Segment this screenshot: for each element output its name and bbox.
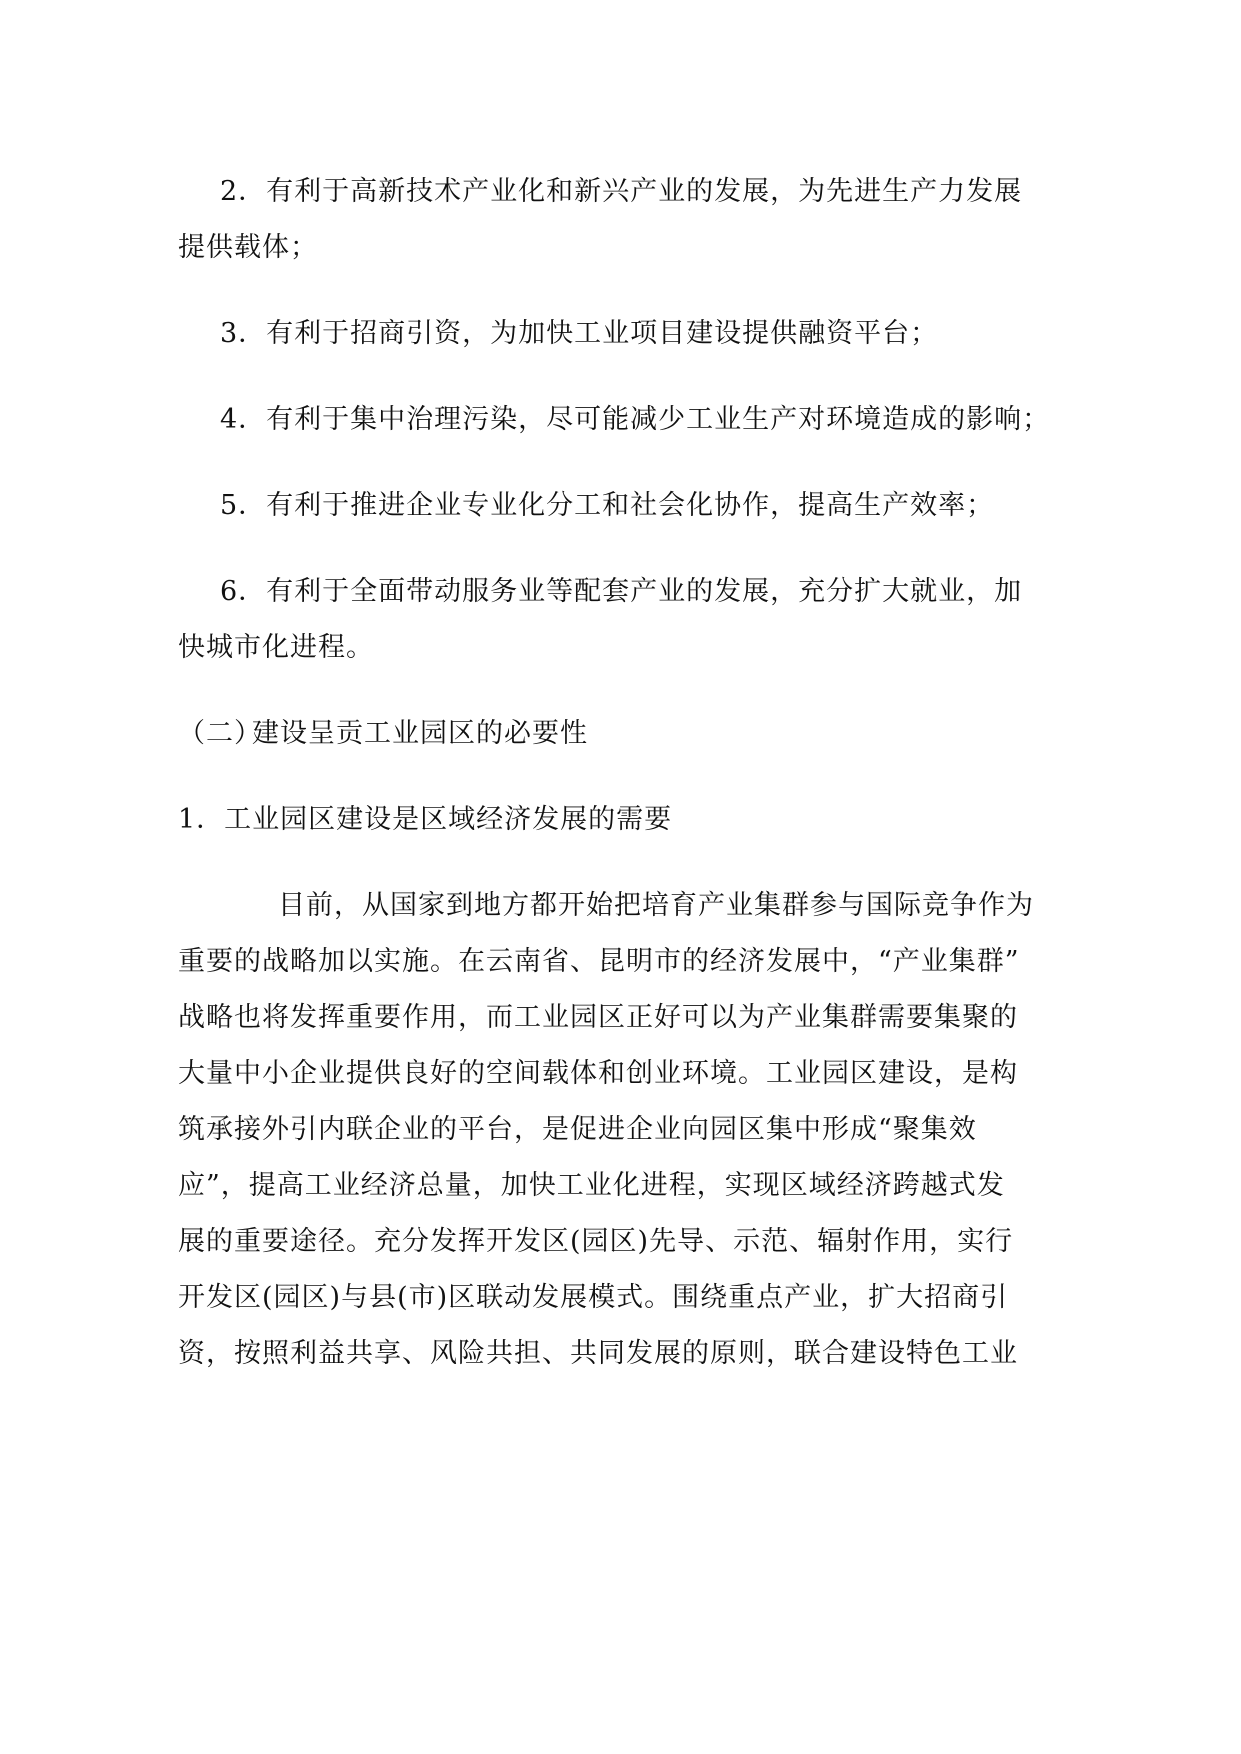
list-item-2-line-1: 2．有利于高新技术产业化和新兴产业的发展，为先进生产力发展	[220, 176, 1023, 207]
body-line-8: 开发区(园区)与县(市)区联动发展模式。围绕重点产业，扩大招商引	[178, 1282, 1009, 1313]
section-heading-title: 建设呈贡工业园区的必要性	[252, 718, 588, 749]
list-item-5: 5．有利于推进企业专业化分工和社会化协作，提高生产效率；	[220, 490, 995, 521]
section-heading-number: （二）	[178, 718, 262, 749]
body-line-2: 重要的战略加以实施。在云南省、昆明市的经济发展中，“产业集群”	[178, 946, 1020, 977]
body-line-3: 战略也将发挥重要作用，而工业园区正好可以为产业集群需要集聚的	[178, 1002, 1018, 1033]
list-item-2-line-2: 提供载体；	[178, 232, 318, 263]
body-line-7: 展的重要途径。充分发挥开发区(园区)先导、示范、辐射作用，实行	[178, 1226, 1014, 1257]
subsection-heading: 1．工业园区建设是区域经济发展的需要	[178, 804, 673, 835]
list-item-6-line-1: 6．有利于全面带动服务业等配套产业的发展，充分扩大就业，加	[220, 576, 1023, 607]
list-item-3: 3．有利于招商引资，为加快工业项目建设提供融资平台；	[220, 318, 939, 349]
body-line-4: 大量中小企业提供良好的空间载体和创业环境。工业园区建设，是构	[178, 1058, 1018, 1089]
list-item-6-line-2: 快城市化进程。	[178, 632, 374, 663]
body-line-6: 应”，提高工业经济总量，加快工业化进程，实现区域经济跨越式发	[178, 1170, 1005, 1201]
body-line-9: 资，按照利益共享、风险共担、共同发展的原则，联合建设特色工业	[178, 1338, 1018, 1369]
body-line-5: 筑承接外引内联企业的平台，是促进企业向园区集中形成“聚集效	[178, 1114, 977, 1145]
list-item-4: 4．有利于集中治理污染，尽可能减少工业生产对环境造成的影响；	[220, 404, 1051, 435]
body-line-1: 目前，从国家到地方都开始把培育产业集群参与国际竞争作为	[278, 890, 1034, 921]
